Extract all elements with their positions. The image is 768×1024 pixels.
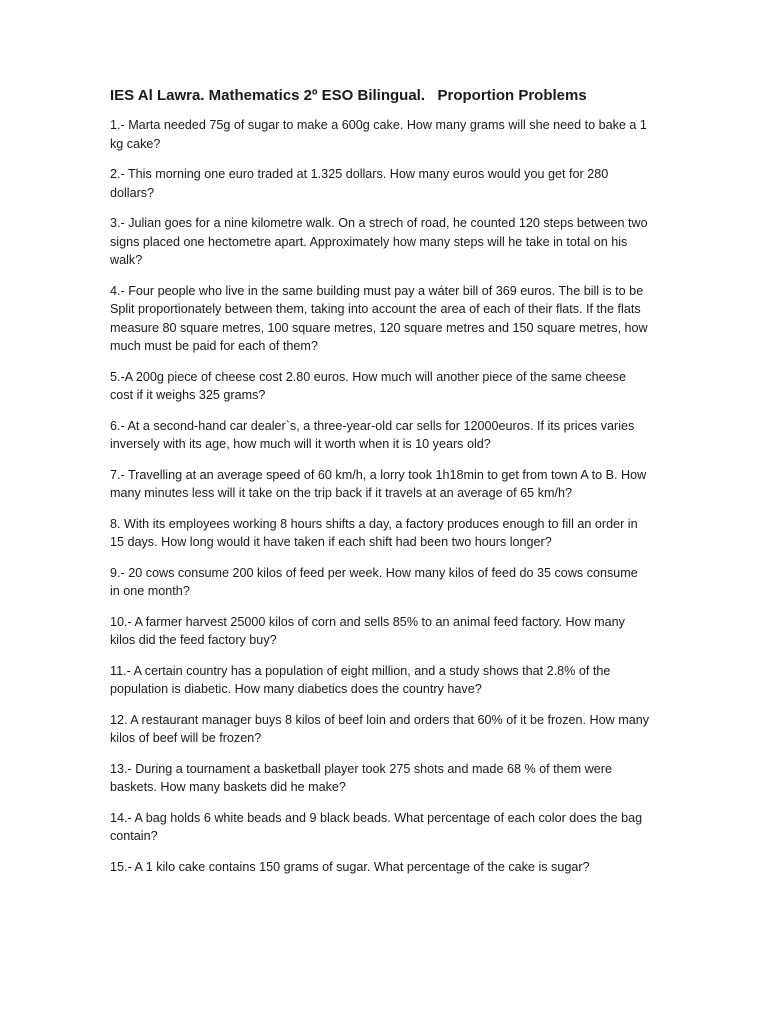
problem-1: 1.- Marta needed 75g of sugar to make a 600g cake. How many grams will she need to bake a 1 kg cake? xyxy=(110,118,647,151)
problem-4: 4.- Four people who live in the same building must pay a wáter bill of 369 euros. The bill is to be Split proportionately between them, taking into account the area of each of their flats. If the flats measure 80 square metres, 100 square metres, 120 square metres and 150 square metres, how much must be paid for each of them? xyxy=(110,283,648,353)
problem-7: 7.- Travelling at an average speed of 60 km/h, a lorry took 1h18min to get from town A to B. How many minutes less will it take on the trip back if it travels at an average of 65 km/h? xyxy=(110,467,647,500)
problem-13: 13.- During a tournament a basketball player took 275 shots and made 68 % of them were baskets. How many baskets did he make? xyxy=(110,761,612,794)
worksheet-page xyxy=(110,86,650,888)
problem-14: 14.- A bag holds 6 white beads and 9 black beads. What percentage of each color does the bag contain? xyxy=(110,810,643,843)
problem-8: 8. With its employees working 8 hours shifts a day, a factory produces enough to fill an order in 15 days. How long would it have taken if each shift had been two hours longer? xyxy=(110,516,638,549)
problem-2: 2.- This morning one euro traded at 1.325 dollars. How many euros would you get for 280 dollars? xyxy=(110,167,609,200)
problem-11: 11.- A certain country has a population of eight million, and a study shows that 2.8% of the population is diabetic. How many diabetics does the country have? xyxy=(110,663,611,696)
problem-9: 9.- 20 cows consume 200 kilos of feed per week. How many kilos of feed do 35 cows consume in one month? xyxy=(110,565,638,598)
problem-5: 5.-A 200g piece of cheese cost 2.80 euros. How much will another piece of the same cheese cost if it weighs 325 grams? xyxy=(110,369,626,402)
problem-12: 12. A restaurant manager buys 8 kilos of beef loin and orders that 60% of it be frozen. How many kilos of beef will be frozen? xyxy=(110,712,650,745)
problem-15: 15.- A 1 kilo cake contains 150 grams of sugar. What percentage of the cake is sugar? xyxy=(110,859,590,874)
page-title: IES Al Lawra. Mathematics 2º ESO Bilingual. Proportion Problems xyxy=(110,87,587,104)
problem-6: 6.- At a second-hand car dealer`s, a three-year-old car sells for 12000euros. If its prices varies inversely with its age, how much will it worth when it is 10 years old? xyxy=(110,418,635,451)
problem-3: 3.- Julian goes for a nine kilometre walk. On a strech of road, he counted 120 steps between two signs placed one hectometre apart. Approximately how many steps will he take in total on his walk? xyxy=(110,216,648,267)
problem-10: 10.- A farmer harvest 25000 kilos of corn and sells 85% to an animal feed factory. How many kilos did the feed factory buy? xyxy=(110,614,625,647)
